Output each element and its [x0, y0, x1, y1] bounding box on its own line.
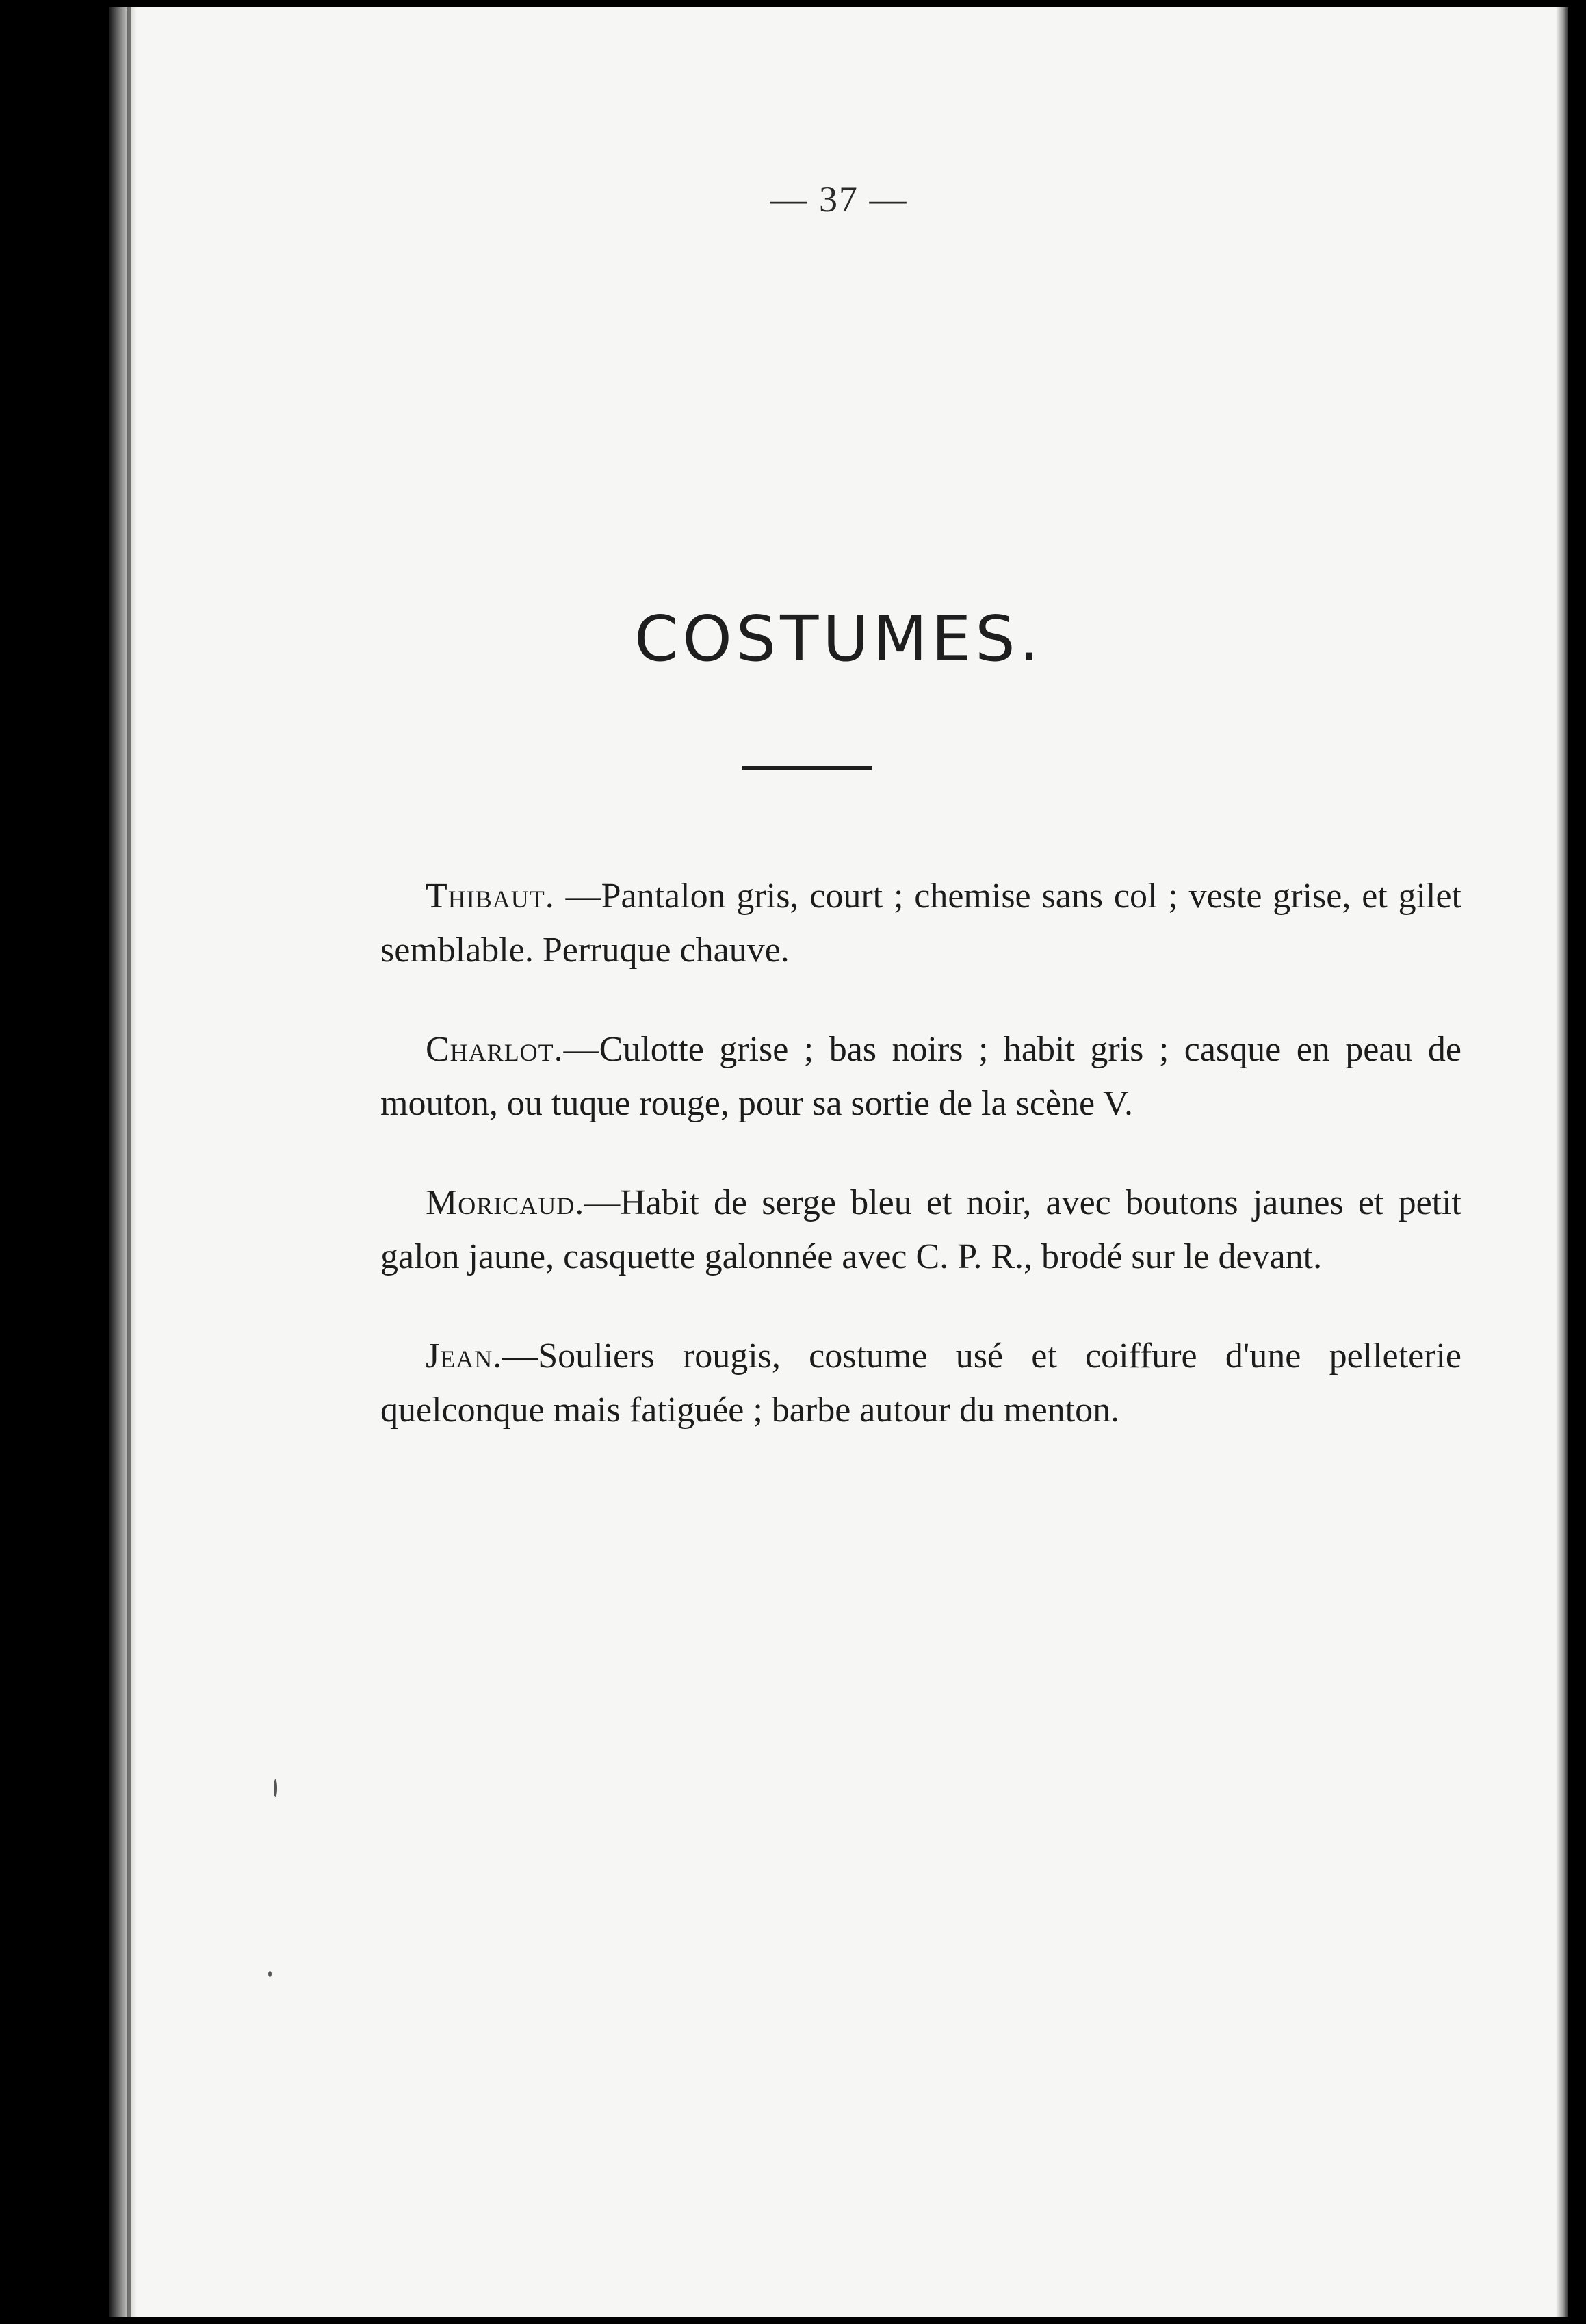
page-number: — 37 — — [770, 179, 908, 220]
role-name: Jean. — [426, 1337, 503, 1376]
binding-shadow — [109, 7, 137, 2317]
role-name: Thibaut. — [426, 877, 555, 916]
page-title: COSTUMES. — [634, 602, 1043, 675]
costume-description: —Habit de serge bleu et noir, avec boutons jaunes et petit galon jaune, casquette galonnée avec C. P. R., brodé sur le devant. — [380, 1183, 1461, 1276]
role-name: Charlot. — [426, 1030, 564, 1069]
scan-speck — [268, 1971, 272, 1977]
binding-edge — [127, 7, 131, 2317]
page-edge-shadow — [1556, 7, 1568, 2317]
role-name: Moricaud. — [426, 1183, 585, 1222]
costume-description: —Culotte grise ; bas noirs ; habit gris ; casque en peau de mouton, ou tuque rouge, pour sa sortie de la scène V. — [380, 1030, 1461, 1123]
costume-description: —Souliers rougis, costume usé et coiffure d'une pelleterie quelconque mais fatiguée ; barbe autour du menton. — [380, 1337, 1461, 1430]
document-page — [109, 7, 1568, 2317]
costume-entry-thibaut — [380, 869, 1461, 977]
costume-list — [380, 869, 1461, 1482]
scan-speck — [274, 1779, 277, 1797]
heading-rule — [742, 766, 872, 770]
costume-entry-jean — [380, 1329, 1461, 1437]
costume-entry-charlot — [380, 1022, 1461, 1131]
costume-entry-moricaud — [380, 1176, 1461, 1284]
costume-description: —Pantalon gris, court ; chemise sans col ; veste grise, et gilet semblable. Perruque chauve. — [380, 877, 1461, 970]
